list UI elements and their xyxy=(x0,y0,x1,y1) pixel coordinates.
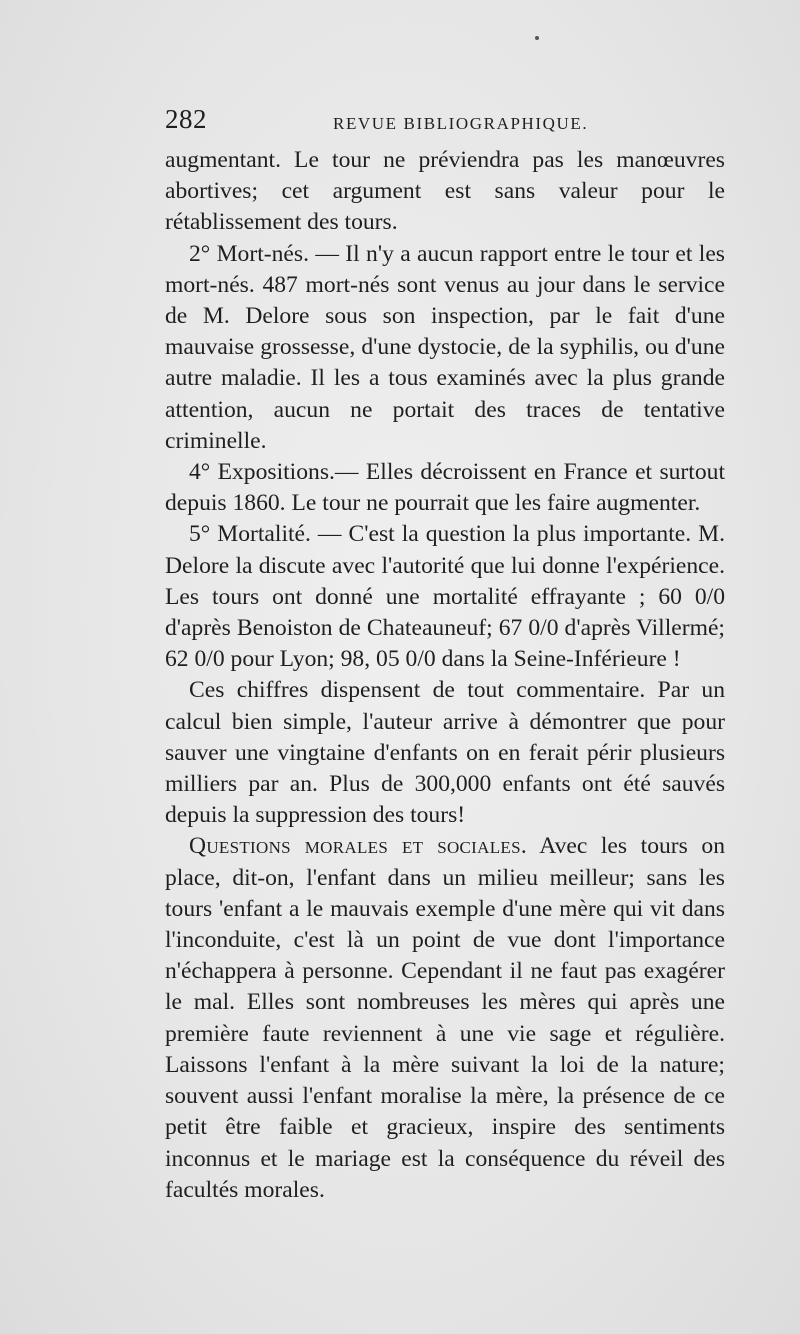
paragraph-expositions: 4° Expositions.— Elles décroissent en France et surtout depuis 1860. Le tour ne pourrait que les faire augmenter. xyxy=(165,459,725,517)
paragraph-questions-morales xyxy=(165,831,725,1205)
paragraph-mortalite: 5° Mortalité. — C'est la question la plus importante. M. Delore la discute avec l'autorité que lui donne l'expérience. Les tours ont donné une mortalité effrayante ; 60 0/0 d'après Benoiston de Chateauneuf; 67 0/0 d'après Villermé; 62 0/0 pour Lyon; 98, 05 0/0 dans la Seine-Inférieure ! xyxy=(165,521,725,673)
page-number: 282 xyxy=(165,104,207,134)
paragraph-mort-nes: 2° Mort-nés. — Il n'y a aucun rapport entre le tour et les mort-nés. 487 mort-nés sont venus au jour dans le service de M. Delore sous son inspection, par le fait d'une mauvaise grossesse, d'une dystocie, de la syphilis, ou d'une autre maladie. Il les a tous examinés avec la plus grande attention, aucun ne portait des traces de tentative criminelle. xyxy=(165,240,725,454)
running-head xyxy=(165,104,725,144)
section-heading-questions-morales: Questions morales et sociales. xyxy=(189,833,528,860)
running-title: REVUE BIBLIOGRAPHIQUE. xyxy=(333,114,589,133)
body-text xyxy=(165,145,725,1206)
paragraph-chiffres: Ces chiffres dispensent de tout commentaire. Par un calcul bien simple, l'auteur arrive à démontrer que pour sauver une vingtaine d'enfants on en ferait périr plusieurs milliers par an. Plus de 300,000 enfants ont été sauvés depuis la suppression des tours! xyxy=(165,677,725,829)
paragraph-questions-morales-body: Avec les tours on place, dit-on, l'enfant dans un milieu meilleur; sans les tours 'enfant a le mauvais exemple d'une mère qui vit dans l'inconduite, c'est là un point de vue dont l'importance n'échappera à personne. Cependant il ne faut pas exagérer le mal. Elles sont nombreuses les mères qui après une première faute reviennent à une vie sage et régulière. Laissons l'enfant à la mère suivant la loi de la nature; souvent aussi l'enfant moralise la mère, la présence de ce petit être faible et gracieux, inspire des sentiments inconnus et le mariage est la conséquence du réveil des facultés morales. xyxy=(165,833,725,1203)
ink-speck xyxy=(535,36,539,40)
paragraph-continuation: augmentant. Le tour ne préviendra pas les manœuvres abortives; cet argument est sans valeur pour le rétablissement des tours. xyxy=(165,147,725,236)
